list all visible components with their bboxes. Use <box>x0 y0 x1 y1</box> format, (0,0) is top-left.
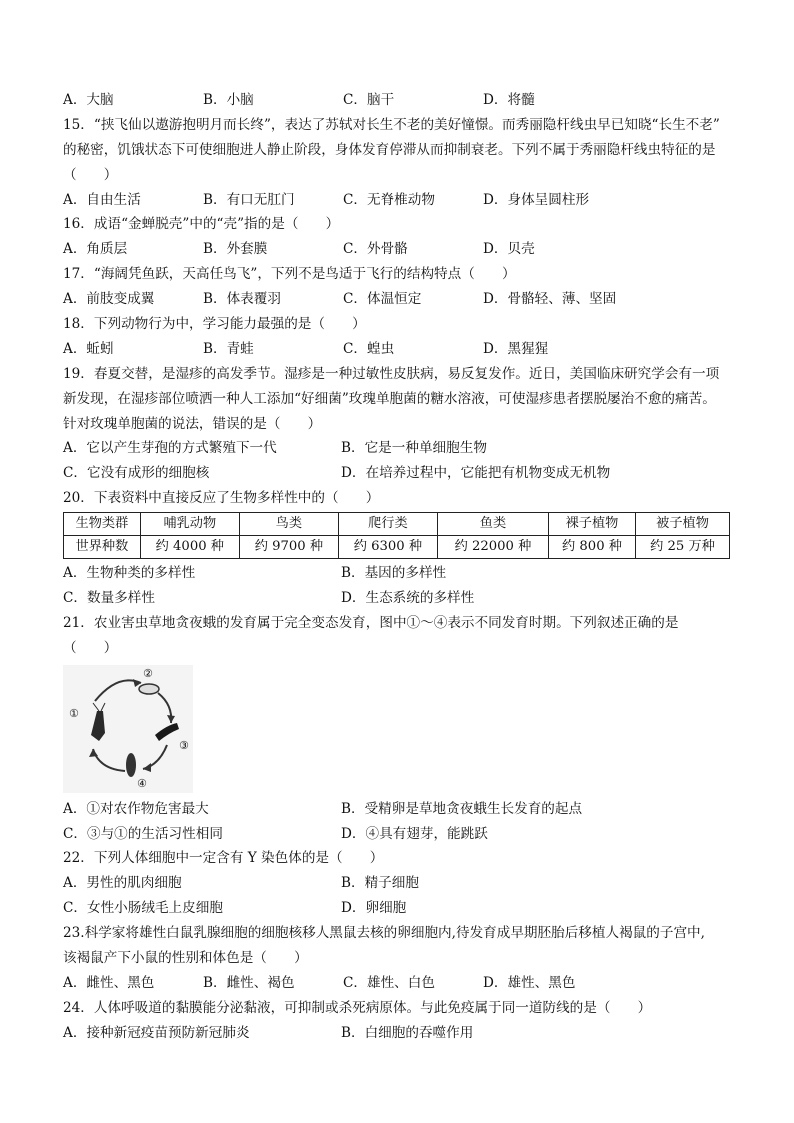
table-header-row <box>64 513 730 536</box>
table-cell: 生物类群 <box>64 513 141 536</box>
q15-stem-line: 15．“挟飞仙以遨游抱明月而长终”，表达了苏轼对长生不老的美好憧憬。而秀丽隐杆线虫早已知晓“长生不老” <box>63 116 720 133</box>
option: A．生物种类的多样性 <box>63 565 196 582</box>
stage-label: ④ <box>137 776 147 790</box>
option: C．女性小肠绒毛上皮细胞 <box>63 900 223 917</box>
option: D．生态系统的多样性 <box>341 590 475 607</box>
stage-label: ③ <box>179 738 189 752</box>
table-cell: 哺乳动物 <box>140 513 239 536</box>
option: C．雄性、白色 <box>343 974 435 991</box>
option: C．它没有成形的细胞核 <box>63 465 210 482</box>
option: B．青蛙 <box>203 340 254 357</box>
option: A．自由生活 <box>63 191 141 208</box>
option: C．数量多样性 <box>63 590 155 607</box>
species-table <box>63 512 730 559</box>
option: B．受精卵是草地贪夜蛾生长发育的起点 <box>341 800 583 817</box>
option: D．④具有翅芽，能跳跃 <box>341 825 488 842</box>
q23-stem-line: 23.科学家将雄性白鼠乳腺细胞的细胞核移人黑鼠去核的卵细胞内,待发育成早期胚胎后移植人褐鼠的子宫中, <box>63 925 705 942</box>
option: A．①对农作物危害最大 <box>63 800 209 817</box>
option: D．卵细胞 <box>341 900 407 917</box>
option: D．雄性、黑色 <box>483 974 576 991</box>
table-cell: 约 800 种 <box>548 536 635 559</box>
life-cycle-figure <box>63 665 193 793</box>
table-row <box>64 536 730 559</box>
option: C．外骨骼 <box>343 241 408 258</box>
option: A．雌性、黑色 <box>63 974 155 991</box>
option: C．无脊椎动物 <box>343 191 435 208</box>
life-cycle-diagram <box>63 665 193 793</box>
option: C．③与①的生活习性相同 <box>63 825 223 842</box>
q22-stem: 22．下列人体细胞中一定含有 Y 染色体的是（ ） <box>63 850 384 867</box>
option: B．小脑 <box>203 92 254 108</box>
q16-options <box>63 237 735 262</box>
option: C．蝗虫 <box>343 340 395 357</box>
option: D．骨骼轻、薄、坚固 <box>483 291 617 308</box>
option: B．它是一种单细胞生物 <box>341 440 487 457</box>
pupa-icon <box>126 753 136 777</box>
option: B．体表覆羽 <box>203 291 281 308</box>
table-cell: 爬行类 <box>338 513 437 536</box>
q17-options <box>63 287 735 312</box>
q19-options-row2 <box>63 461 735 486</box>
q22-options-row2 <box>63 896 735 921</box>
stage-label: ② <box>143 666 153 680</box>
option: B．雌性、褐色 <box>203 974 295 991</box>
q19-stem-line: 新发现，在湿疹部位喷洒一种人工添加“好细菌”玫瑰单胞菌的糖水溶液，可使湿疹患者摆脱屡治不愈的痛苦。 <box>63 390 716 407</box>
option: A．大脑 <box>63 92 114 108</box>
table-cell: 约 22000 种 <box>437 536 548 559</box>
table-cell: 鸟类 <box>239 513 338 536</box>
q19-stem-line: 19．春夏交替，是湿疹的高发季节。湿疹是一种过敏性皮肤病，易反复发作。近日，美国临床研究学会有一项 <box>63 365 720 382</box>
option: B．基因的多样性 <box>341 565 447 582</box>
q15-options <box>63 188 735 213</box>
option: D．在培养过程中，它能把有机物变成无机物 <box>341 465 611 482</box>
q21-stem-line: 21．农业害虫草地贪夜蛾的发育属于完全变态发育，图中①～④表示不同发育时期。下列叙述正确的是 <box>63 614 679 631</box>
table-cell: 约 6300 种 <box>338 536 437 559</box>
q19-options-row1 <box>63 436 735 461</box>
table-cell: 世界种数 <box>64 536 141 559</box>
table-cell: 约 4000 种 <box>140 536 239 559</box>
option: B．精子细胞 <box>341 875 419 892</box>
option: D．黑猩猩 <box>483 340 549 357</box>
table-cell: 鱼类 <box>437 513 548 536</box>
q23-stem-line: 该褐鼠产下小鼠的性别和体色是（ ） <box>63 950 308 967</box>
egg-mass-icon <box>139 684 159 694</box>
option: D．贝壳 <box>483 241 535 258</box>
option: A．前肢变成翼 <box>63 291 155 308</box>
q15-stem-line: 的秘密，饥饿状态下可使细胞进人静止阶段，身体发育停滞从而抑制衰老。下列不属于秀丽隐杆线虫特征的是 <box>63 141 716 158</box>
q21-options-row1 <box>63 797 735 822</box>
q15-stem-line: （ ） <box>63 166 118 183</box>
option: A．蚯蚓 <box>63 340 114 357</box>
option: C．脑干 <box>343 92 395 108</box>
q22-options-row1 <box>63 871 735 896</box>
q17-stem: 17．“海阔凭鱼跃，天高任鸟飞”，下列不是鸟适于飞行的结构特点（ ） <box>63 266 516 283</box>
q24-stem: 24．人体呼吸道的黏膜能分泌黏液，可抑制或杀死病原体。与此免疫属于同一道防线的是（ ） <box>63 999 652 1016</box>
q16-stem: 16．成语“金蝉脱壳”中的“壳”指的是（ ） <box>63 216 340 233</box>
option: D．身体呈圆柱形 <box>483 191 590 208</box>
table-cell: 被子植物 <box>636 513 730 536</box>
exam-page <box>63 88 735 1046</box>
q14-options <box>63 88 735 113</box>
q21-options-row2 <box>63 822 735 847</box>
option: B．有口无肛门 <box>203 191 295 208</box>
q18-options <box>63 337 735 362</box>
q20-stem: 20．下表资料中直接反应了生物多样性中的（ ） <box>63 490 380 507</box>
option: A．接种新冠疫苗预防新冠肺炎 <box>63 1024 250 1041</box>
option: B．外套膜 <box>203 241 268 258</box>
option: B．白细胞的吞噬作用 <box>341 1024 474 1041</box>
option: C．体温恒定 <box>343 291 422 308</box>
option: A．它以产生芽孢的方式繁殖下一代 <box>63 440 277 457</box>
option: A．男性的肌肉细胞 <box>63 875 182 892</box>
q23-options <box>63 971 735 996</box>
q18-stem: 18．下列动物行为中，学习能力最强的是（ ） <box>63 316 366 333</box>
table-cell: 约 25 万种 <box>636 536 730 559</box>
q24-options-row1 <box>63 1021 735 1046</box>
option: A．角质层 <box>63 241 128 258</box>
q20-options-row2 <box>63 586 735 611</box>
table-cell: 裸子植物 <box>548 513 635 536</box>
q20-options-row1 <box>63 561 735 586</box>
option: D．将髓 <box>483 92 535 108</box>
q19-stem-line: 针对玫瑰单胞菌的说法，错误的是（ ） <box>63 415 322 432</box>
stage-label: ① <box>69 706 79 720</box>
q21-stem-line: （ ） <box>63 639 118 656</box>
table-cell: 约 9700 种 <box>239 536 338 559</box>
